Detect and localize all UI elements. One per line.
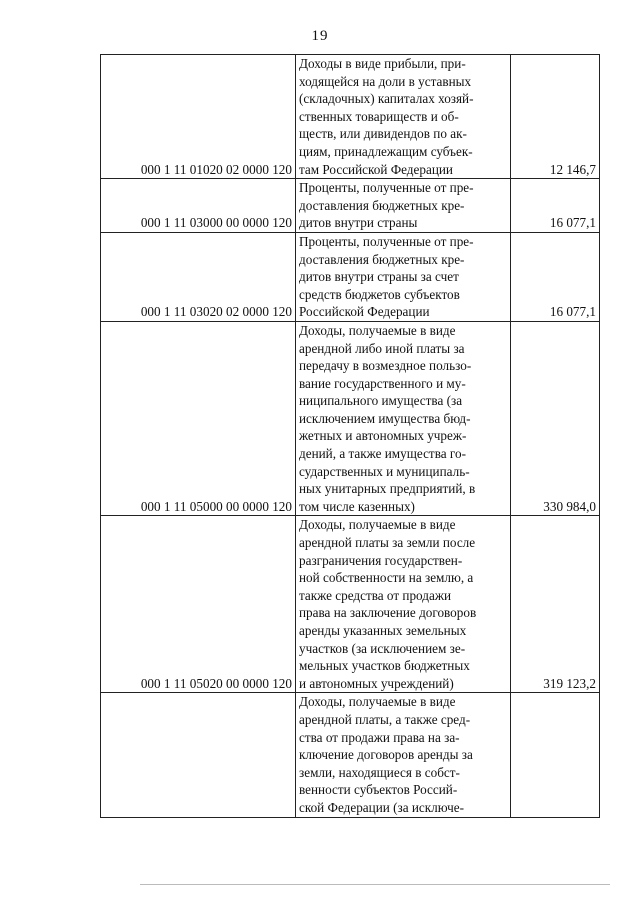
revenue-amount-cell: 319 123,2	[511, 516, 600, 693]
revenue-description-cell	[296, 55, 511, 179]
revenue-amount-cell: 12 146,7	[511, 55, 600, 179]
description-line: Проценты, полученные от пре-	[299, 233, 474, 249]
revenue-code-cell	[101, 693, 296, 817]
description-line: дитов внутри страны	[299, 215, 418, 231]
revenue-table-body	[101, 55, 600, 818]
description-line: земли, находящиеся в собст-	[299, 764, 460, 780]
description-line: Доходы, получаемые в виде	[299, 517, 456, 533]
description-line: передачу в возмездное пользо-	[299, 358, 472, 374]
page-bottom-rule	[140, 884, 610, 885]
description-line: венности субъектов Россий-	[299, 782, 458, 798]
revenue-description-cell	[296, 232, 511, 321]
description-line: Доходы, получаемые в виде	[299, 694, 456, 710]
page-number: 19	[311, 28, 329, 44]
description-line: разграничения государствен-	[299, 552, 463, 568]
revenue-description-cell	[296, 693, 511, 817]
revenue-amount-cell: 16 077,1	[511, 232, 600, 321]
description-line: том числе казенных)	[299, 498, 415, 514]
description-line: дений, а также имущества го-	[299, 446, 466, 462]
revenue-code-cell: 000 1 11 05020 00 0000 120	[101, 516, 296, 693]
description-line: жетных и автономных учреж-	[299, 428, 467, 444]
description-line: сударственных и муниципаль-	[299, 463, 470, 479]
description-line: вание государственного и му-	[299, 375, 466, 391]
description-line: также средства от продажи	[299, 587, 452, 603]
description-line: (складочных) капиталах хозяй-	[299, 91, 474, 107]
table-row	[101, 232, 600, 321]
table-row	[101, 55, 600, 179]
table-row	[101, 179, 600, 233]
description-line: средств бюджетов субъектов	[299, 286, 460, 302]
description-line: ской Федерации (за исключе-	[299, 799, 464, 815]
description-line: там Российской Федерации	[299, 161, 453, 177]
description-line: ниципального имущества (за	[299, 393, 463, 409]
description-line: аренды указанных земельных	[299, 623, 467, 638]
revenue-code-cell: 000 1 11 03000 00 0000 120	[101, 179, 296, 233]
description-line: доставления бюджетных кре-	[299, 251, 465, 267]
revenue-description-cell	[296, 179, 511, 233]
description-line: ных унитарных предприятий, в	[299, 481, 476, 497]
revenue-table	[100, 54, 600, 818]
description-line: ществ, или дивидендов по ак-	[299, 126, 467, 142]
description-line: ства от продажи права на за-	[299, 729, 460, 745]
description-line: арендной платы, а также сред-	[299, 711, 471, 727]
description-line: арендной платы за земли после	[299, 535, 476, 551]
description-line: арендной либо иной платы за	[299, 340, 465, 356]
description-line: Проценты, полученные от пре-	[299, 180, 474, 196]
revenue-description-cell	[296, 516, 511, 693]
description-line: ходящейся на доли в уставных	[299, 73, 472, 89]
description-line: доставления бюджетных кре-	[299, 197, 465, 213]
description-line: Доходы в виде прибыли, при-	[299, 56, 466, 71]
description-line: Российской Федерации	[299, 304, 430, 320]
revenue-code-cell: 000 1 11 03020 02 0000 120	[101, 232, 296, 321]
table-row	[101, 321, 600, 516]
description-line: и автономных учреждений)	[299, 675, 454, 691]
revenue-amount-cell: 16 077,1	[511, 179, 600, 233]
table-row	[101, 516, 600, 693]
description-line: участков (за исключением зе-	[299, 640, 466, 656]
description-line: ственных товариществ и об-	[299, 108, 459, 124]
revenue-amount-cell: 330 984,0	[511, 321, 600, 516]
table-row	[101, 693, 600, 817]
description-line: исключением имущества бюд-	[299, 410, 471, 426]
description-line: ключение договоров аренды за	[299, 747, 473, 763]
description-line: Доходы, получаемые в виде	[299, 322, 456, 338]
revenue-amount-cell	[511, 693, 600, 817]
description-line: мельных участков бюджетных	[299, 658, 470, 674]
revenue-code-cell: 000 1 11 05000 00 0000 120	[101, 321, 296, 516]
description-line: права на заключение договоров	[299, 605, 477, 621]
revenue-description-cell	[296, 321, 511, 516]
revenue-code-cell: 000 1 11 01020 02 0000 120	[101, 55, 296, 179]
description-line: циям, принадлежащим субъек-	[299, 143, 473, 159]
description-line: дитов внутри страны за счет	[299, 269, 459, 285]
description-line: ной собственности на землю, а	[299, 570, 474, 586]
